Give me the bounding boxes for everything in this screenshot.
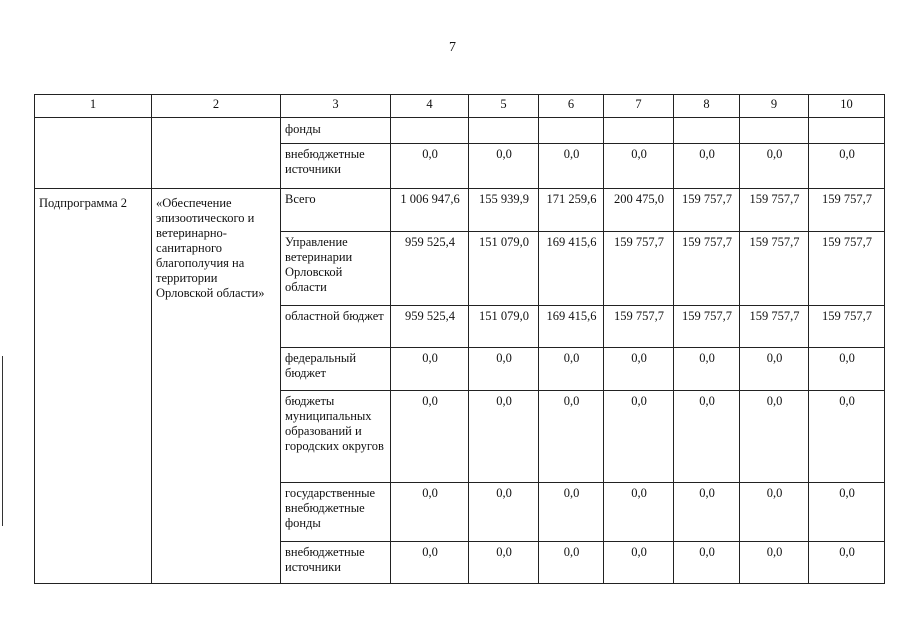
value-cell: 0,0 (740, 391, 809, 483)
value-cell: 159 757,7 (809, 306, 885, 348)
value-cell: 0,0 (740, 483, 809, 542)
value-cell: 0,0 (740, 144, 809, 189)
column-header: 3 (281, 95, 391, 118)
funding-source-label: федеральный бюджет (281, 348, 391, 391)
column-header: 6 (539, 95, 604, 118)
value-cell (539, 118, 604, 144)
table-row (35, 189, 885, 232)
value-cell (674, 118, 740, 144)
value-cell: 0,0 (674, 542, 740, 584)
funding-source-label: областной бюджет (281, 306, 391, 348)
funding-source-label: фонды (281, 118, 391, 144)
value-cell: 0,0 (391, 348, 469, 391)
value-cell: 159 757,7 (674, 232, 740, 306)
value-cell: 0,0 (809, 483, 885, 542)
column-header: 1 (35, 95, 152, 118)
value-cell: 171 259,6 (539, 189, 604, 232)
value-cell: 0,0 (391, 483, 469, 542)
value-cell: 159 757,7 (674, 306, 740, 348)
value-cell: 959 525,4 (391, 306, 469, 348)
value-cell: 0,0 (809, 144, 885, 189)
value-cell: 0,0 (539, 483, 604, 542)
value-cell: 0,0 (674, 144, 740, 189)
value-cell: 0,0 (469, 483, 539, 542)
value-cell: 0,0 (391, 144, 469, 189)
budget-table (34, 94, 885, 584)
value-cell: 959 525,4 (391, 232, 469, 306)
value-cell: 0,0 (539, 144, 604, 189)
value-cell: 0,0 (604, 144, 674, 189)
value-cell (391, 118, 469, 144)
value-cell: 0,0 (809, 542, 885, 584)
subprogram-name: «Обеспечение эпизоотического и ветеринарно-санитарного благополучия на территории Орловской области» (152, 189, 281, 584)
value-cell: 0,0 (604, 483, 674, 542)
funding-source-label: Всего (281, 189, 391, 232)
value-cell (809, 118, 885, 144)
column-number-row (35, 95, 885, 118)
value-cell: 151 079,0 (469, 306, 539, 348)
value-cell: 0,0 (539, 348, 604, 391)
value-cell: 0,0 (604, 391, 674, 483)
value-cell: 159 757,7 (809, 189, 885, 232)
value-cell: 1 006 947,6 (391, 189, 469, 232)
value-cell: 0,0 (674, 348, 740, 391)
value-cell: 159 757,7 (604, 306, 674, 348)
column-header: 5 (469, 95, 539, 118)
value-cell: 0,0 (469, 542, 539, 584)
value-cell: 159 757,7 (809, 232, 885, 306)
column-header: 2 (152, 95, 281, 118)
value-cell: 0,0 (539, 542, 604, 584)
value-cell: 0,0 (674, 391, 740, 483)
value-cell: 151 079,0 (469, 232, 539, 306)
scan-edge-line (2, 356, 3, 526)
value-cell: 0,0 (809, 348, 885, 391)
value-cell (604, 118, 674, 144)
value-cell: 159 757,7 (604, 232, 674, 306)
value-cell: 0,0 (469, 348, 539, 391)
value-cell: 0,0 (740, 348, 809, 391)
table-row (35, 118, 885, 144)
value-cell: 0,0 (604, 542, 674, 584)
column-header: 10 (809, 95, 885, 118)
funding-source-label: внебюджетные источники (281, 542, 391, 584)
value-cell: 200 475,0 (604, 189, 674, 232)
empty-cell (35, 118, 152, 189)
column-header: 4 (391, 95, 469, 118)
value-cell: 0,0 (604, 348, 674, 391)
value-cell: 0,0 (391, 542, 469, 584)
funding-source-label: бюджеты муниципальных образований и городских округов (281, 391, 391, 483)
empty-cell (152, 118, 281, 189)
value-cell: 0,0 (740, 542, 809, 584)
value-cell: 0,0 (674, 483, 740, 542)
column-header: 9 (740, 95, 809, 118)
page-number: 7 (449, 40, 456, 55)
funding-source-label: Управление ветеринарии Орловской области (281, 232, 391, 306)
value-cell: 159 757,7 (740, 306, 809, 348)
value-cell: 159 757,7 (740, 189, 809, 232)
funding-source-label: внебюджетные источники (281, 144, 391, 189)
funding-source-label: государственные внебюджетные фонды (281, 483, 391, 542)
value-cell: 159 757,7 (674, 189, 740, 232)
value-cell: 169 415,6 (539, 306, 604, 348)
value-cell: 0,0 (469, 144, 539, 189)
column-header: 7 (604, 95, 674, 118)
value-cell: 0,0 (539, 391, 604, 483)
value-cell: 155 939,9 (469, 189, 539, 232)
value-cell: 159 757,7 (740, 232, 809, 306)
value-cell (740, 118, 809, 144)
column-header: 8 (674, 95, 740, 118)
value-cell: 169 415,6 (539, 232, 604, 306)
value-cell: 0,0 (469, 391, 539, 483)
value-cell: 0,0 (391, 391, 469, 483)
value-cell: 0,0 (809, 391, 885, 483)
value-cell (469, 118, 539, 144)
subprogram-code: Подпрограмма 2 (35, 189, 152, 584)
